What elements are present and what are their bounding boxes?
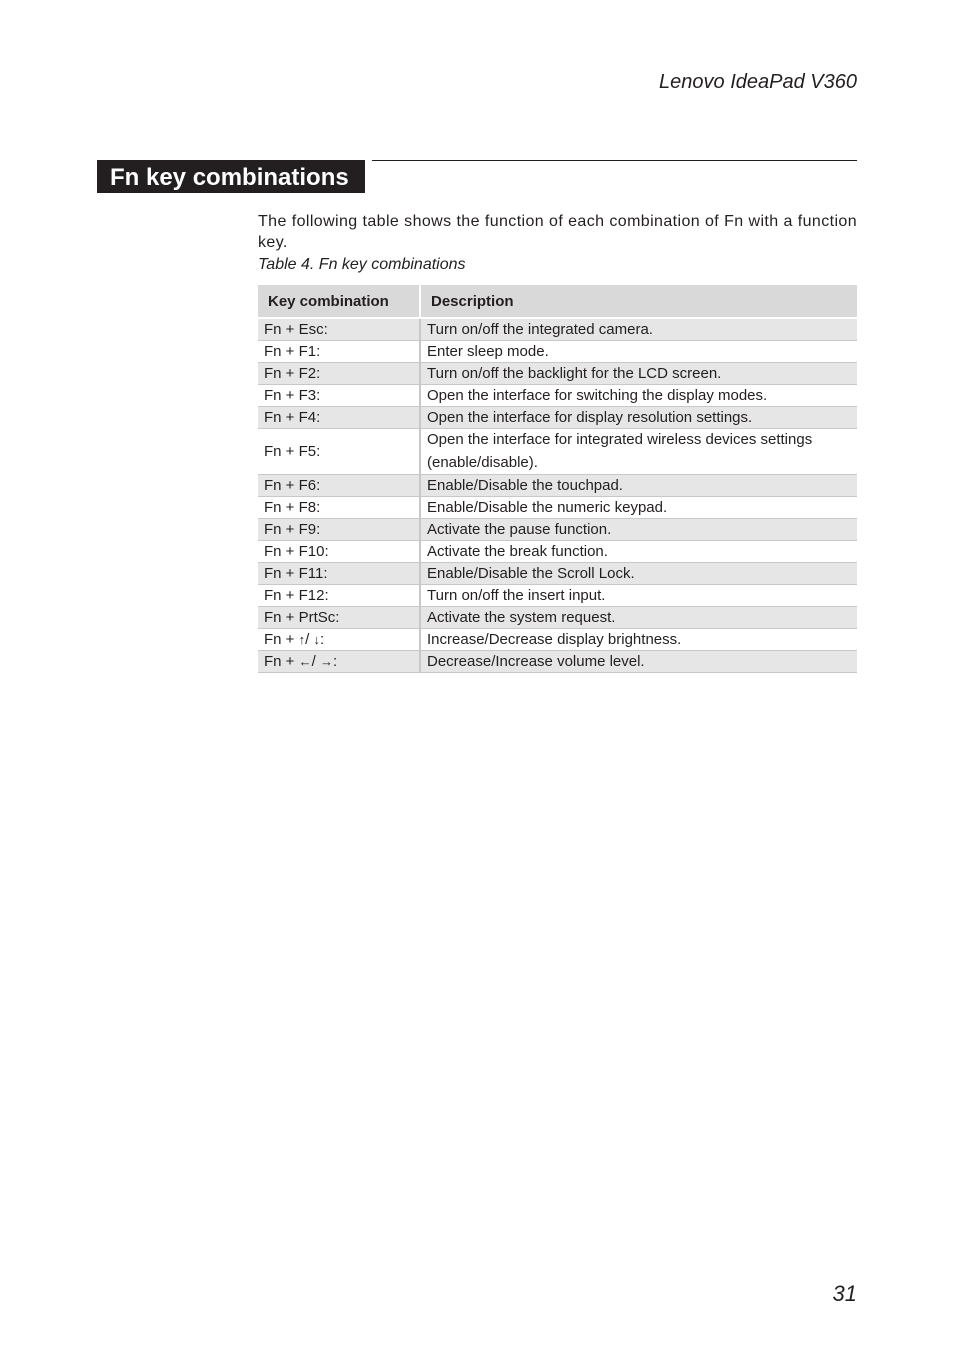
section-title: Fn key combinations <box>97 160 365 193</box>
key-combination: Fn + F8: <box>258 497 420 519</box>
table-row <box>258 341 857 363</box>
description: Decrease/Increase volume level. <box>420 651 857 673</box>
key-combination: Fn + F5: <box>258 429 420 475</box>
page-number: 31 <box>832 1281 857 1306</box>
table-row <box>258 541 857 563</box>
key-combination <box>258 651 420 673</box>
description: Open the interface for display resolution settings. <box>420 407 857 429</box>
fn-key-table <box>258 285 857 673</box>
description: Enable/Disable the numeric keypad. <box>420 497 857 519</box>
table-row <box>258 497 857 519</box>
section-rule <box>372 160 857 161</box>
table-header-row <box>258 285 857 318</box>
key-combination: Fn + F9: <box>258 519 420 541</box>
arrow-down-icon: ↓ <box>313 632 320 647</box>
table-row <box>258 385 857 407</box>
table-caption: Table 4. Fn key combinations <box>258 256 466 273</box>
table-row <box>258 651 857 673</box>
table-row <box>258 585 857 607</box>
key-combination: Fn + F10: <box>258 541 420 563</box>
running-header: Lenovo IdeaPad V360 <box>659 71 857 93</box>
key-prefix: Fn + <box>264 631 299 648</box>
description: Enable/Disable the Scroll Lock. <box>420 563 857 585</box>
description: Turn on/off the insert input. <box>420 585 857 607</box>
key-combination: Fn + F4: <box>258 407 420 429</box>
arrow-right-icon: → <box>319 654 333 669</box>
description: Enter sleep mode. <box>420 341 857 363</box>
table-row <box>258 629 857 651</box>
table-row <box>258 318 857 341</box>
key-suffix: : <box>332 653 338 670</box>
table-row <box>258 407 857 429</box>
table-row <box>258 429 857 475</box>
key-suffix: : <box>319 631 325 648</box>
arrow-left-icon: ← <box>298 654 312 669</box>
table-row <box>258 563 857 585</box>
key-combination: Fn + PrtSc: <box>258 607 420 629</box>
table-row <box>258 475 857 497</box>
key-combination: Fn + F12: <box>258 585 420 607</box>
key-combination: Fn + F2: <box>258 363 420 385</box>
description: Activate the system request. <box>420 607 857 629</box>
key-separator: / <box>311 653 320 670</box>
description: Open the interface for integrated wireless devices settings (enable/disable). <box>420 429 857 475</box>
key-combination: Fn + F1: <box>258 341 420 363</box>
description: Turn on/off the integrated camera. <box>420 318 857 341</box>
table-row <box>258 363 857 385</box>
description: Turn on/off the backlight for the LCD screen. <box>420 363 857 385</box>
column-header-description: Description <box>420 285 857 318</box>
description: Activate the break function. <box>420 541 857 563</box>
description: Enable/Disable the touchpad. <box>420 475 857 497</box>
key-combination: Fn + Esc: <box>258 318 420 341</box>
intro-paragraph: The following table shows the function of each combination of Fn with a function key. <box>258 213 857 251</box>
column-header-key: Key combination <box>258 285 420 318</box>
description: Open the interface for switching the display modes. <box>420 385 857 407</box>
table-row <box>258 607 857 629</box>
arrow-up-icon: ↑ <box>298 632 306 647</box>
description: Activate the pause function. <box>420 519 857 541</box>
key-separator: / <box>305 631 314 648</box>
key-combination <box>258 629 420 651</box>
key-combination: Fn + F6: <box>258 475 420 497</box>
key-combination: Fn + F11: <box>258 563 420 585</box>
key-combination: Fn + F3: <box>258 385 420 407</box>
description: Increase/Decrease display brightness. <box>420 629 857 651</box>
key-prefix: Fn + <box>264 653 299 670</box>
table-row <box>258 519 857 541</box>
